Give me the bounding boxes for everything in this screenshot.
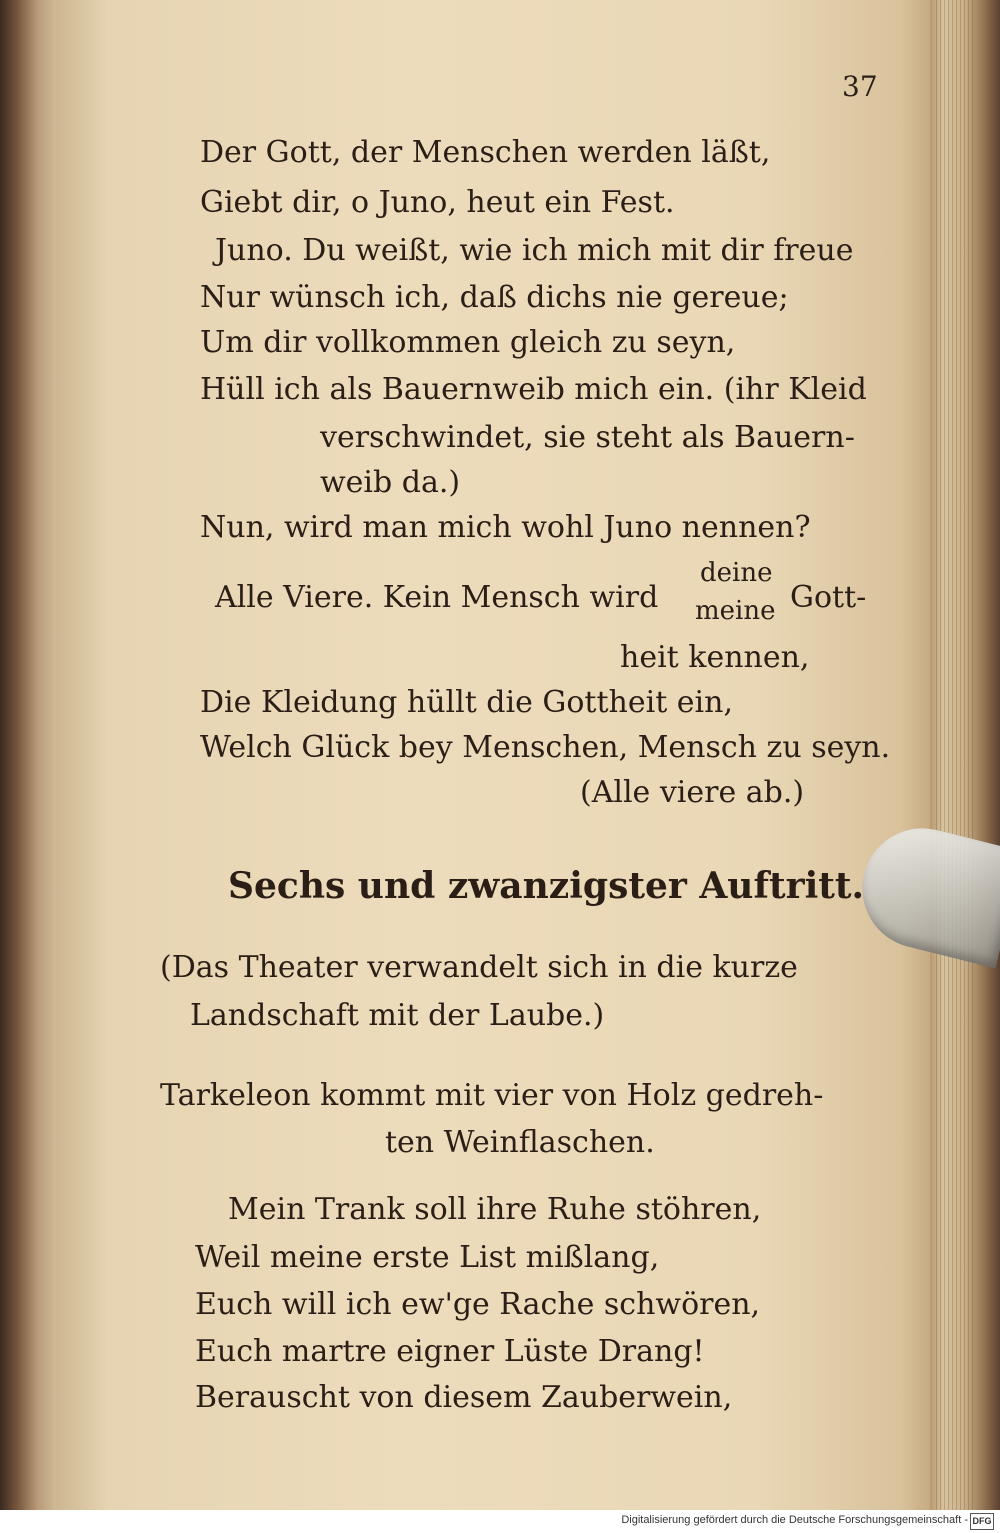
text-line: heit kennen, [620,640,810,675]
text-line: Gott- [790,580,867,615]
text-line: Euch martre eigner Lüste Drang! [195,1334,705,1369]
text-line: Welch Glück bey Menschen, Mensch zu seyn. [200,730,891,765]
page-number: 37 [842,70,878,103]
text-line: Mein Trank soll ihre Ruhe stöhren, [228,1192,762,1227]
text-line: Nur wünsch ich, daß dichs nie gereue; [200,280,789,315]
text-line: verschwindet, sie steht als Bauern- [320,420,855,455]
dfg-logo: DFG [970,1513,994,1530]
stage-direction: ten Weinflaschen. [385,1125,655,1160]
text-line: Euch will ich ew'ge Rache schwören, [195,1287,761,1322]
book-left-edge [0,0,62,1510]
stage-direction: (Alle viere ab.) [580,775,805,810]
text-line: Juno. Du weißt, wie ich mich mit dir freue [215,233,854,268]
text-line: Alle Viere. Kein Mensch wird [215,580,659,615]
stage-direction: (Das Theater verwandelt sich in die kurze [160,950,798,985]
text-line: Hüll ich als Bauernweib mich ein. (ihr Kleid [200,372,867,407]
text-line: Giebt dir, o Juno, heut ein Fest. [200,185,675,220]
footer-credit: Digitalisierung gefördert durch die Deutsche Forschungsgemeinschaft - [621,1514,968,1526]
text-line: Weil meine erste List mißlang, [195,1240,660,1275]
text-line: weib da.) [320,465,461,500]
text-line: Nun, wird man mich wohl Juno nennen? [200,510,811,545]
variant-word-upper: deine [700,558,773,588]
variant-word-lower: meine [695,596,776,626]
text-line: Um dir vollkommen gleich zu seyn, [200,325,736,360]
stage-direction: Landschaft mit der Laube.) [190,998,605,1033]
text-line: Berauscht von diesem Zauberwein, [195,1380,733,1415]
text-line: Der Gott, der Menschen werden läßt, [200,135,771,170]
stage-direction: Tarkeleon kommt mit vier von Holz gedreh- [160,1078,824,1113]
text-line: Die Kleidung hüllt die Gottheit ein, [200,685,733,720]
page-edges [936,0,976,1510]
scene-heading: Sechs und zwanzigster Auftritt. [228,865,865,907]
